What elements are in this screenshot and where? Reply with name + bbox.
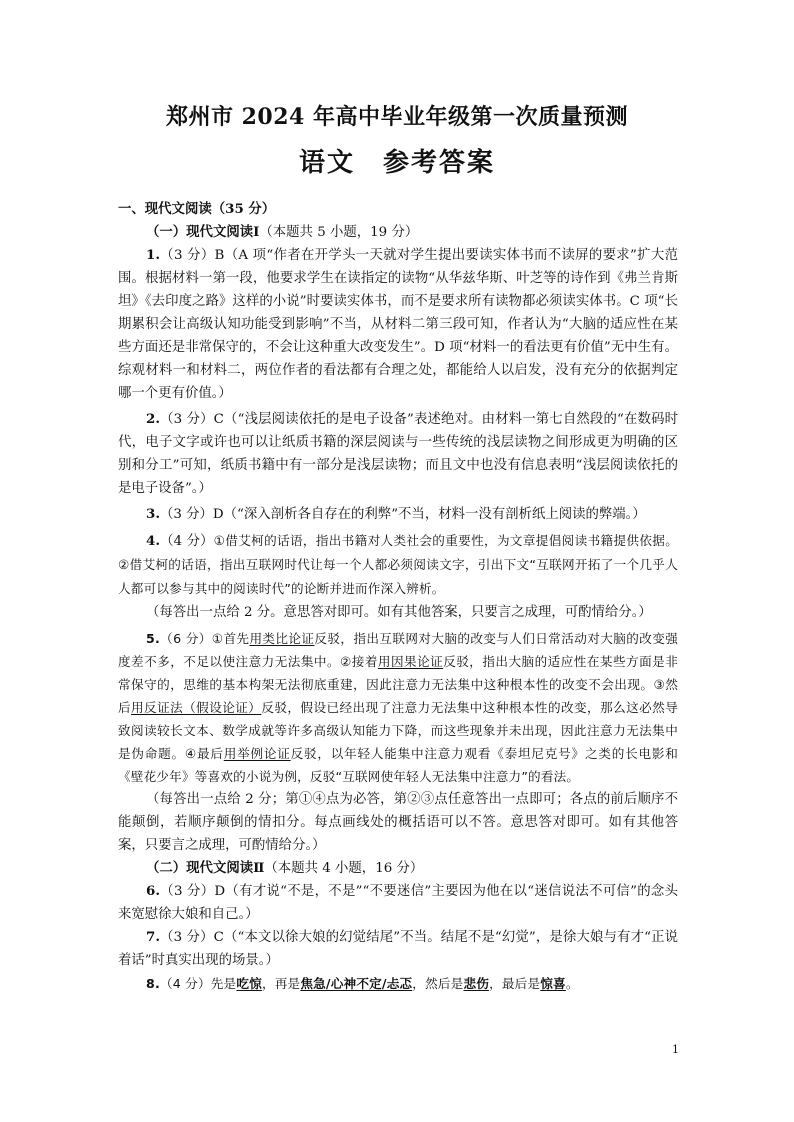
answer-text: （3 分）D（有才说“不是，不是”“不要迷信”主要因为他在以“迷信说法不可信”的念头来宽慰徐大娘和自己。）: [118, 884, 678, 922]
subsection-label: （一）现代文阅读Ⅰ: [146, 224, 260, 240]
emotion-keyword: 吃惊: [236, 976, 262, 991]
question-number: 8.: [146, 976, 160, 991]
underlined-method: 用类比论证: [249, 631, 315, 646]
answer-q7: [118, 926, 678, 972]
answer-text-part: 先是: [210, 976, 237, 991]
answer-q2: [118, 408, 678, 500]
answer-q1: [118, 244, 678, 405]
question-number: 5.: [146, 631, 160, 646]
subsection-heading-1: [118, 221, 678, 244]
answer-text: （3 分）D（“深入剖析各自存在的利弊”不当，材料一没有剖析纸上阅读的弊端。）: [159, 507, 646, 522]
underlined-method: 用反证法（假设论证）: [131, 700, 262, 715]
answer-text-part: 反驳，指出大脑的适应性在某些方面是非常保守的，思维的基本构架无法彻底重建，因此注意力无法集中这种根本性的改变不会出现。③然后: [118, 654, 678, 715]
answer-text-part: ，再是: [261, 976, 301, 991]
answer-text-part: 。: [565, 976, 579, 991]
answer-text: （3 分）C（“本文以徐大娘的幻觉结尾”不当。结尾不是“幻觉”，是徐大娘与有才“正说着话”时真实出现的场景。）: [118, 930, 678, 968]
question-number: 3.: [146, 506, 160, 522]
score: （6 分）: [159, 631, 212, 646]
subsection-heading-2: [118, 857, 678, 880]
score: （4 分）: [159, 534, 214, 549]
grading-note-q5: （每答出一点给 2 分；第①④点为必答，第②③点任意答出一点即可；各点的前后顺序不能颠倒，若顺序颠倒的情扣分。每点画线处的概括语可以不答。意思答对即可。如有其他答案，只要言之成理，可酌情给分。）: [118, 792, 678, 853]
answer-text-part: ①首先: [211, 631, 250, 646]
emotion-keyword: 焦急/心神不定/忐忑: [300, 976, 413, 991]
document-title: 郑州市 2024 年高中毕业年级第一次质量预测: [165, 104, 629, 130]
underlined-method: 用举例论证: [223, 746, 291, 761]
underlined-method: 用因果论证: [377, 654, 444, 669]
question-number: 7.: [146, 929, 160, 945]
answer-text-part: ，最后是: [489, 976, 541, 991]
answer-text: （3 分）B（A 项“作者在开学头一天就对学生提出要读实体书而不读屏的要求”扩大范围。根据材料一第一段，他要求学生在读指定的读物“从华兹华斯、叶芝等的诗作到《弗兰肯斯坦》《去印度之路》这样的小说”时要读实体书，而不是要求所有读物都必须读实体书。C 项“长期累积会让高级认知功能受到影响”不当，从材料二第三段可知，作者认为“大脑的适应性在某些方面还是非常保守的，不会让这种重大改变发生”。D 项“材料一的看法更有价值”无中生有。综观材料一和材料二，两位作者的看法都有合理之处，都能给人以启发，没有充分的依据判定哪一个更有价值。）: [118, 248, 678, 401]
subsection-note: （本题共 4 小题，16 分）: [264, 861, 424, 876]
answer-text-part: 反驳，指出互联网对大脑的改变与人们日常活动对大脑的改变强度差不多，不足以使注意力无法集中。②接着: [118, 631, 678, 669]
grading-note-q4: （每答出一点给 2 分。意思答对即可。如有其他答案，只要言之成理，可酌情给分。）: [146, 605, 652, 620]
answer-q8: [118, 972, 678, 995]
subsection-note: （本题共 5 小题，19 分）: [259, 225, 419, 240]
emotion-keyword: 悲伤: [463, 976, 490, 991]
score: （4 分）: [159, 976, 211, 991]
question-number: 6.: [146, 883, 160, 899]
question-number: 1.: [146, 247, 160, 263]
subsection-label: （二）现代文阅读Ⅱ: [146, 860, 265, 876]
emotion-keyword: 惊喜: [540, 976, 566, 991]
answer-text-part: 反驳，以年轻人能集中注意力观看《泰坦尼克号》之类的长电影和《壁花少年》等喜欢的小说为例，反驳“互联网使年轻人无法集中注意力”的看法。: [118, 746, 679, 784]
section-heading: 一、现代文阅读（35 分）: [118, 201, 276, 217]
question-number: 2.: [146, 411, 160, 427]
question-number: 4.: [146, 533, 160, 549]
answer-text: ①借艾柯的话语，指出书籍对人类社会的重要性，为文章提倡阅读书籍提供依据。②借艾柯的话语，指出互联网时代让每一个人都必须阅读文字，引出下文“互联网开拓了一个几乎人人都可以参与其中的阅读时代”的论断并进而作深入辨析。: [118, 533, 678, 596]
answer-text-part: ，然后是: [412, 976, 464, 991]
document-subtitle: 语文 参考答案: [298, 148, 495, 178]
answer-q4: [118, 529, 678, 601]
answer-q6: [118, 880, 678, 926]
page-number: 1: [672, 1043, 679, 1056]
answer-content: [118, 198, 678, 995]
answer-q3: [118, 503, 678, 526]
answer-text: （3 分）C（“浅层阅读依托的是电子设备”表述绝对。由材料一第七自然段的“在数码时代，电子文字或许也可以让纸质书籍的深层阅读与一些传统的浅层读物之间形成更为明确的区别和分工”可知，纸质书籍中有一部分是浅层读物；而且文中也没有信息表明“浅层阅读依托的是电子设备”。）: [118, 412, 678, 496]
answer-q5: [118, 627, 678, 788]
answer-text-part: 反驳，假设已经出现了注意力无法集中这种根本性的改变，那么这必然导致阅读较长文本、数学成就等许多高级认知能力下降，而这些现象并未出现，因此注意力无法集中是伪命题。④最后: [118, 700, 679, 761]
